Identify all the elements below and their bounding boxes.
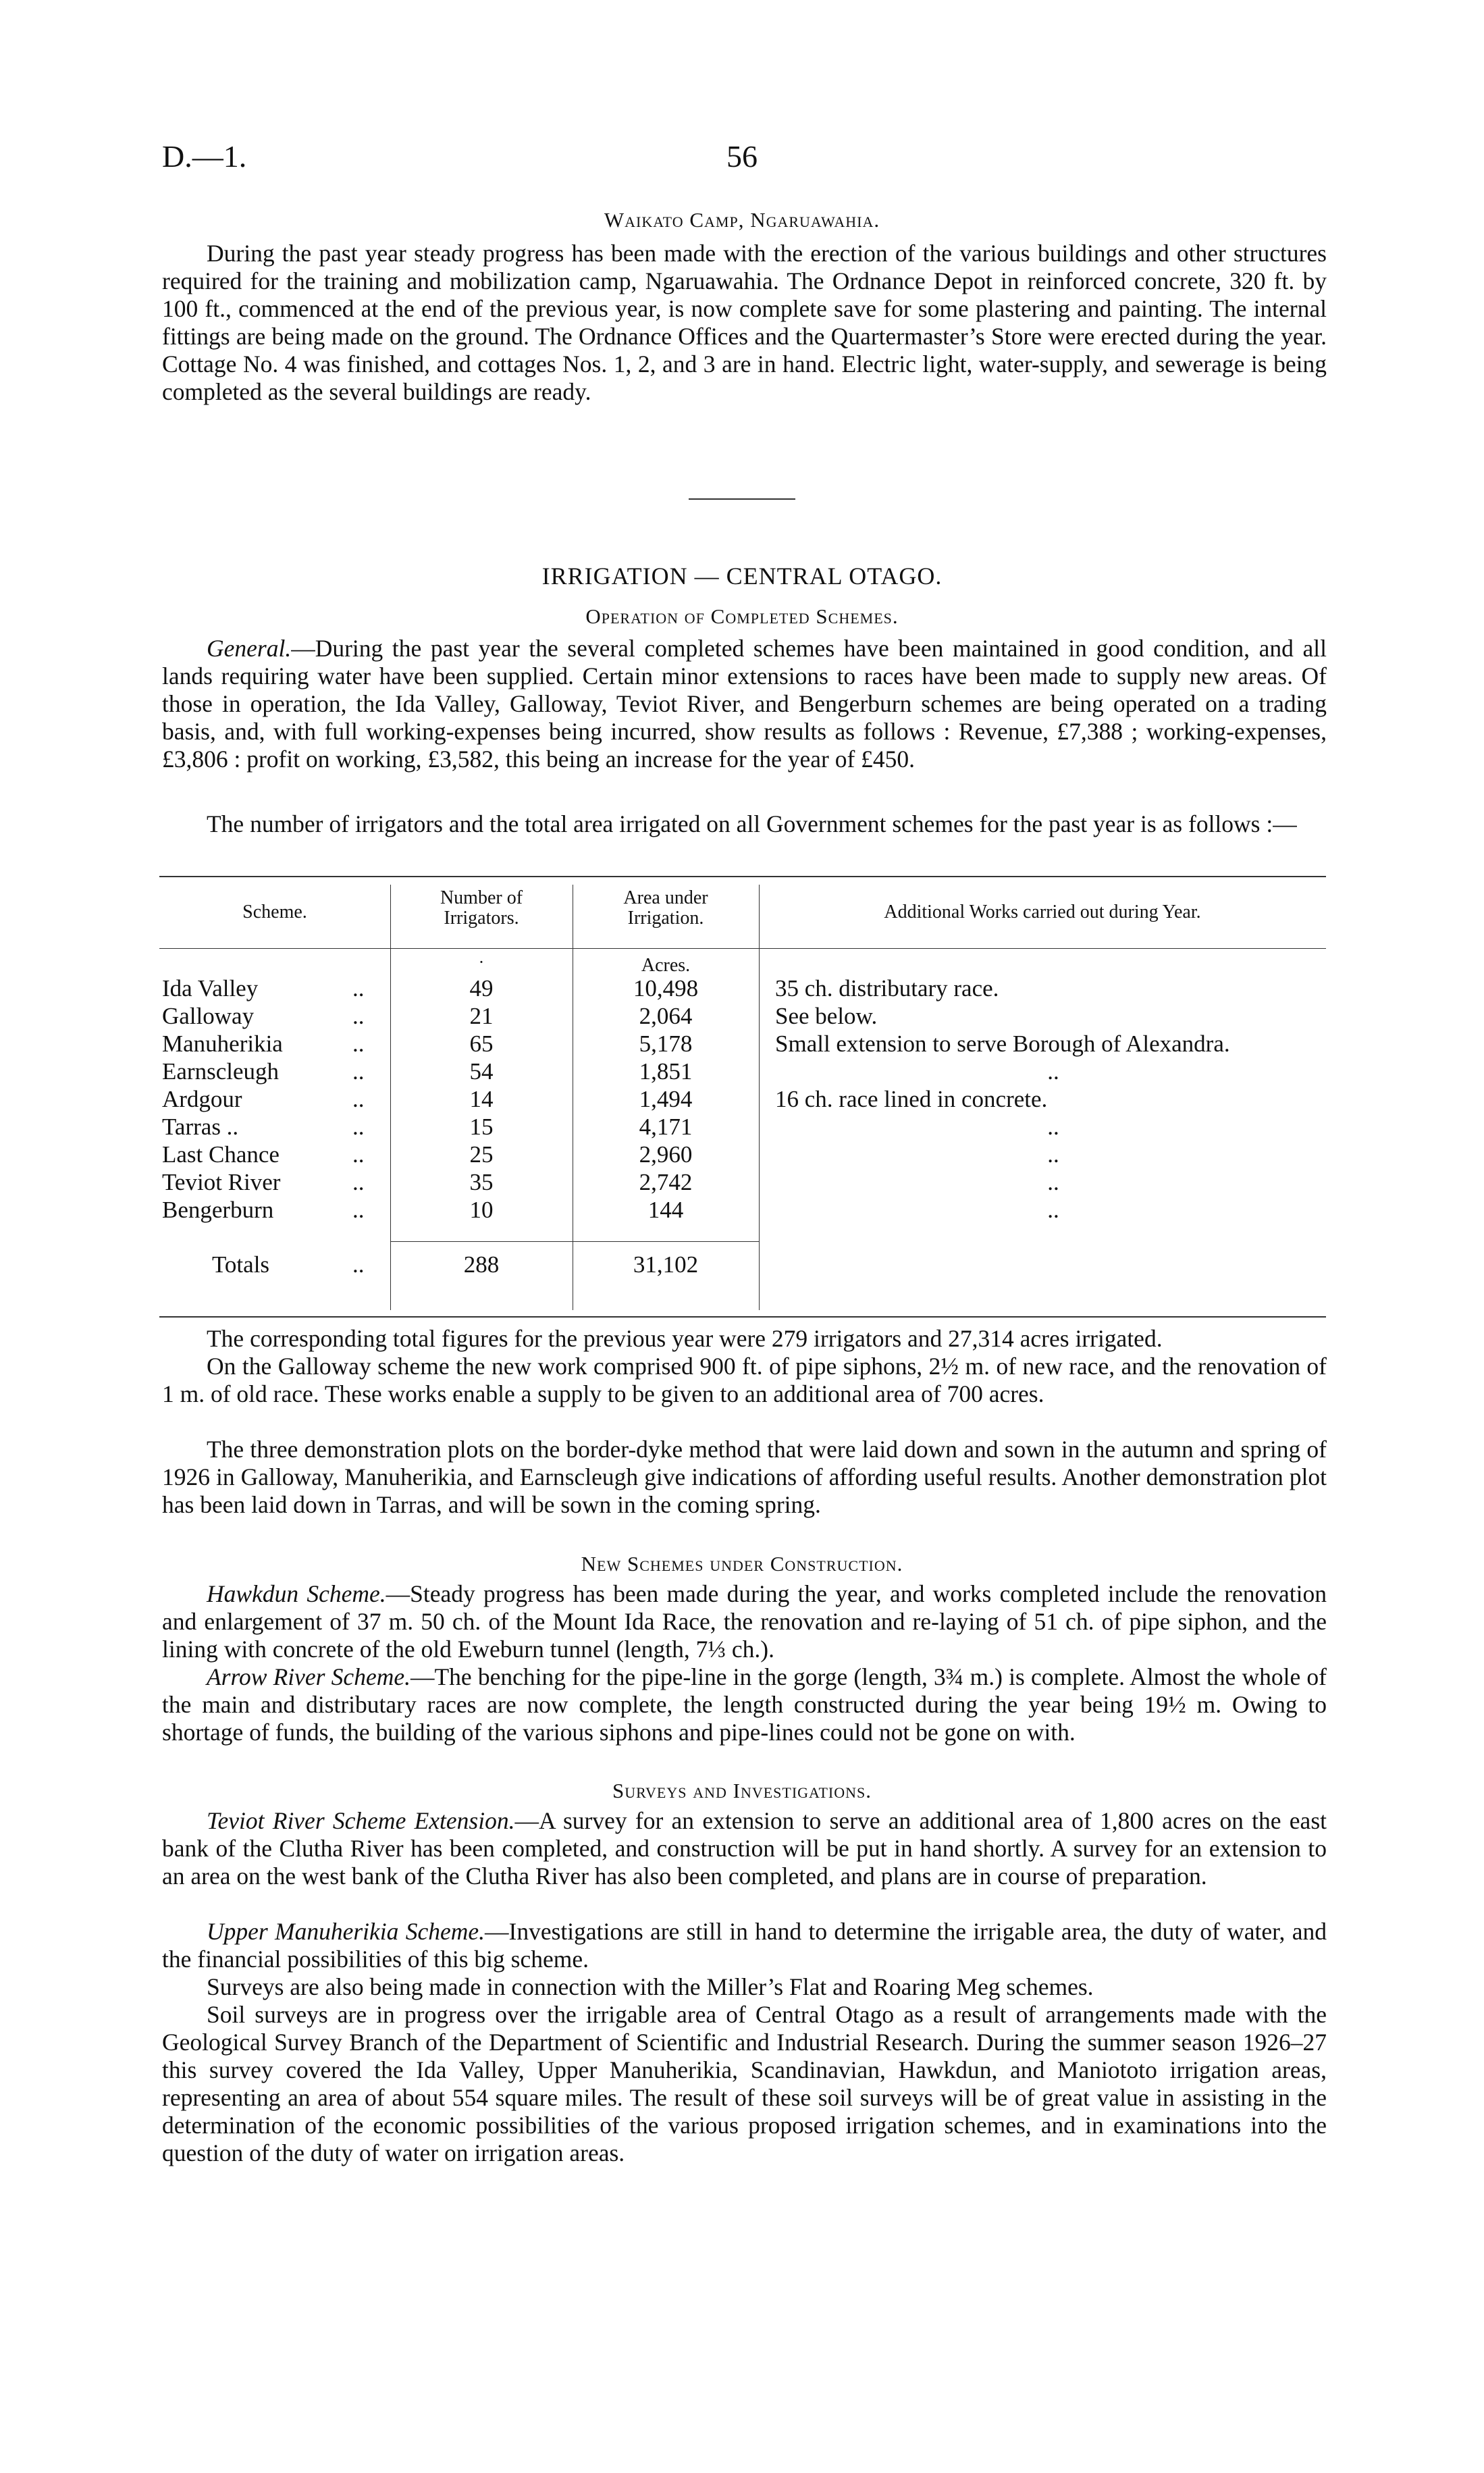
upper-text: —Investigations are still in hand to determine the irrigable area, the duty of water, and the financial possibilities of this big scheme. [162, 1918, 1327, 1973]
table-cell-scheme: Ida Valley [162, 975, 259, 1001]
table-cell-dots: .. [352, 1086, 365, 1112]
table-cell-scheme: Galloway [162, 1003, 255, 1029]
subtitle-completed-schemes: Operation of Completed Schemes. [585, 604, 899, 628]
header-irrigators-line1: Number of [440, 887, 523, 908]
table-cell-irrigators: 54 [469, 1058, 494, 1085]
page-number: 56 [726, 139, 758, 174]
header-irrigators [390, 888, 573, 929]
paragraph-table-intro: The number of irrigators and the total area irrigated on all Government schemes for the past year is as follows :— [207, 810, 1297, 837]
paragraph-demonstration: The three demonstration plots on the border-dyke method that were laid down and sown in the autumn and spring of 1926 in Galloway, Manuherikia, and Earnscleugh give indications of affording useful results. Another demonstration plot has been laid down in Tarras, and will be sown in the coming spring. [162, 1436, 1327, 1518]
header-area [573, 888, 759, 929]
table-cell-dots: .. [352, 1003, 365, 1029]
upper-label: Upper Manuherikia Scheme. [207, 1918, 485, 1945]
table-cell-works: .. [1047, 1114, 1059, 1140]
header-area-line1: Area under [623, 887, 708, 908]
section-title-irrigation: IRRIGATION — CENTRAL OTAGO. [541, 563, 943, 590]
table-cell-irrigators: 14 [469, 1086, 494, 1112]
document-code: D.—1. [162, 139, 247, 174]
section-divider [689, 498, 795, 500]
table-cell-dots: .. [352, 1169, 365, 1195]
totals-irrigators: 288 [463, 1251, 500, 1278]
table-cell-scheme: Bengerburn [162, 1197, 274, 1223]
table-cell-area: 144 [647, 1197, 684, 1223]
general-label: General. [207, 635, 292, 662]
paragraph-waikato: During the past year steady progress has been made with the erection of the various buildings and other structures required for the training and mobilization camp, Ngaruawahia. The Ordnance Depot in reinforced concrete, 320 ft. by 100 ft., commenced at the end of the previous year, is now complete save for some plastering and painting. The internal fittings are being made on the ground. The Ordnance Offices and the Quartermaster’s Store were erected during the year. Cottage No. 4 was finished, and cottages Nos. 1, 2, and 3 are in hand. Electric light, water-supply, and sewerage is being completed as the several buildings are ready. [162, 240, 1327, 405]
teviot-label: Teviot River Scheme Extension. [207, 1807, 515, 1834]
paragraph-upper-manuherikia [162, 1918, 1327, 1973]
table-cell-works: .. [1047, 1169, 1059, 1195]
table-cell-area: 1,494 [639, 1086, 693, 1112]
paragraph-general [162, 635, 1327, 773]
table-cell-works: 16 ch. race lined in concrete. [775, 1086, 1048, 1112]
paragraph-millers-flat: Surveys are also being made in connection with the Miller’s Flat and Roaring Meg schemes. [207, 1973, 1094, 2000]
table-cell-works: .. [1047, 1141, 1059, 1168]
table-col-divider-3 [759, 885, 760, 1310]
table-totals-rule [390, 1241, 759, 1242]
paragraph-teviot [162, 1807, 1327, 1890]
section-title-surveys: Surveys and Investigations. [612, 1779, 872, 1802]
table-cell-works: .. [1047, 1197, 1059, 1223]
paragraph-galloway: On the Galloway scheme the new work comprised 900 ft. of pipe siphons, 2½ m. of new race, and the renovation of 1 m. of old race. These works enable a supply to be given to an additional area of 700 acres. [162, 1353, 1327, 1407]
table-cell-area: 5,178 [639, 1031, 693, 1057]
table-cell-irrigators: 49 [469, 975, 494, 1001]
unit-area: Acres. [641, 955, 691, 976]
table-cell-area: 1,851 [639, 1058, 693, 1085]
table-cell-irrigators: 25 [469, 1141, 494, 1168]
table-cell-scheme: Ardgour [162, 1086, 242, 1112]
hawkdun-label: Hawkdun Scheme. [207, 1580, 386, 1607]
table-cell-area: 2,064 [639, 1003, 693, 1029]
arrow-text: —The benching for the pipe-line in the gorge (length, 3¾ m.) is complete. Almost the whole of the main and distributary races are now complete, the length constructed during the year being 19½ m. Owing to shortage of funds, the building of the various siphons and pipe-lines could not be gone on with. [162, 1663, 1327, 1746]
table-cell-irrigators: 15 [469, 1114, 494, 1140]
header-scheme: Scheme. [242, 902, 307, 922]
arrow-label: Arrow River Scheme. [207, 1663, 410, 1690]
table-cell-irrigators: 35 [469, 1169, 494, 1195]
hawkdun-text: —Steady progress has been made during the year, and works completed include the renovation and enlargement of 37 m. 50 ch. of the Mount Ida Race, the renovation and re-laying of 51 ch. of pipe siphon, and the lining with concrete of the old Eweburn tunnel (length, 7⅓ ch.). [162, 1580, 1327, 1663]
table-cell-irrigators: 65 [469, 1031, 494, 1057]
totals-area: 31,102 [633, 1251, 699, 1278]
table-cell-scheme: Last Chance [162, 1141, 280, 1168]
paragraph-soil-surveys: Soil surveys are in progress over the irrigable area of Central Otago as a result of arrangements made with the Geological Survey Branch of the Department of Scientific and Industrial Research. During the summer season 1926–27 this survey covered the Ida Valley, Upper Manuherikia, Scandinavian, Hawkdun, and Maniototo irrigation areas, representing an area of about 554 square miles. The result of these soil surveys will be of great value in assisting in the determination of the economic possibilities of the various proposed irrigation schemes, and in examinations into the question of the duty of water on irrigation areas. [162, 2001, 1327, 2166]
totals-label: Totals [212, 1251, 270, 1278]
unit-irrigators: · [478, 952, 485, 972]
header-area-line2: Irrigation. [627, 908, 704, 929]
table-cell-dots: .. [352, 1031, 365, 1057]
header-works: Additional Works carried out during Year. [884, 902, 1201, 922]
teviot-text: —A survey for an extension to serve an additional area of 1,800 acres on the east bank of the Clutha River has been completed, and construction will be put in hand shortly. A survey for an extension to an area on the west bank of the Clutha River has also been completed, and plans are in course of preparation. [162, 1807, 1327, 1890]
paragraph-hawkdun [162, 1580, 1327, 1663]
table-cell-dots: .. [352, 1058, 365, 1085]
table-cell-works: See below. [775, 1003, 878, 1029]
header-irrigators-line2: Irrigators. [444, 908, 519, 929]
table-cell-dots: .. [352, 1141, 365, 1168]
table-cell-scheme: Tarras .. [162, 1114, 239, 1140]
table-cell-works: Small extension to serve Borough of Alexandra. [775, 1031, 1230, 1057]
table-cell-works: 35 ch. distributary race. [775, 975, 999, 1001]
table-header-rule [159, 948, 1326, 949]
table-cell-area: 2,742 [639, 1169, 693, 1195]
table-cell-area: 4,171 [639, 1114, 693, 1140]
paragraph-arrow-river [162, 1663, 1327, 1746]
table-cell-dots: .. [352, 1114, 365, 1140]
table-cell-scheme: Teviot River [162, 1169, 281, 1195]
table-cell-scheme: Manuherikia [162, 1031, 283, 1057]
section-title-waikato: Waikato Camp, Ngaruawahia. [604, 208, 880, 232]
paragraph-previous-year: The corresponding total figures for the previous year were 279 irrigators and 27,314 acres irrigated. [207, 1325, 1163, 1352]
section-title-new-schemes: New Schemes under Construction. [581, 1552, 903, 1576]
table-cell-works: .. [1047, 1058, 1059, 1085]
table-cell-irrigators: 10 [469, 1197, 494, 1223]
totals-dots: .. [352, 1251, 365, 1278]
table-top-rule [159, 876, 1326, 877]
table-cell-area: 2,960 [639, 1141, 693, 1168]
table-cell-area: 10,498 [633, 975, 699, 1001]
table-cell-dots: .. [352, 975, 365, 1001]
table-cell-dots: .. [352, 1197, 365, 1223]
general-text: —During the past year the several completed schemes have been maintained in good condition, and all lands requiring water have been supplied. Certain minor extensions to races have been made to supply new areas. Of those in operation, the Ida Valley, Galloway, Teviot River, and Bengerburn schemes are being operated on a trading basis, and, with full working-expenses being incurred, show results as follows : Revenue, £7,388 ; working-expenses, £3,806 : profit on working, £3,582, this being an increase for the year of £450. [162, 635, 1327, 773]
table-cell-irrigators: 21 [469, 1003, 494, 1029]
table-bottom-rule [159, 1316, 1326, 1318]
table-cell-scheme: Earnscleugh [162, 1058, 279, 1085]
